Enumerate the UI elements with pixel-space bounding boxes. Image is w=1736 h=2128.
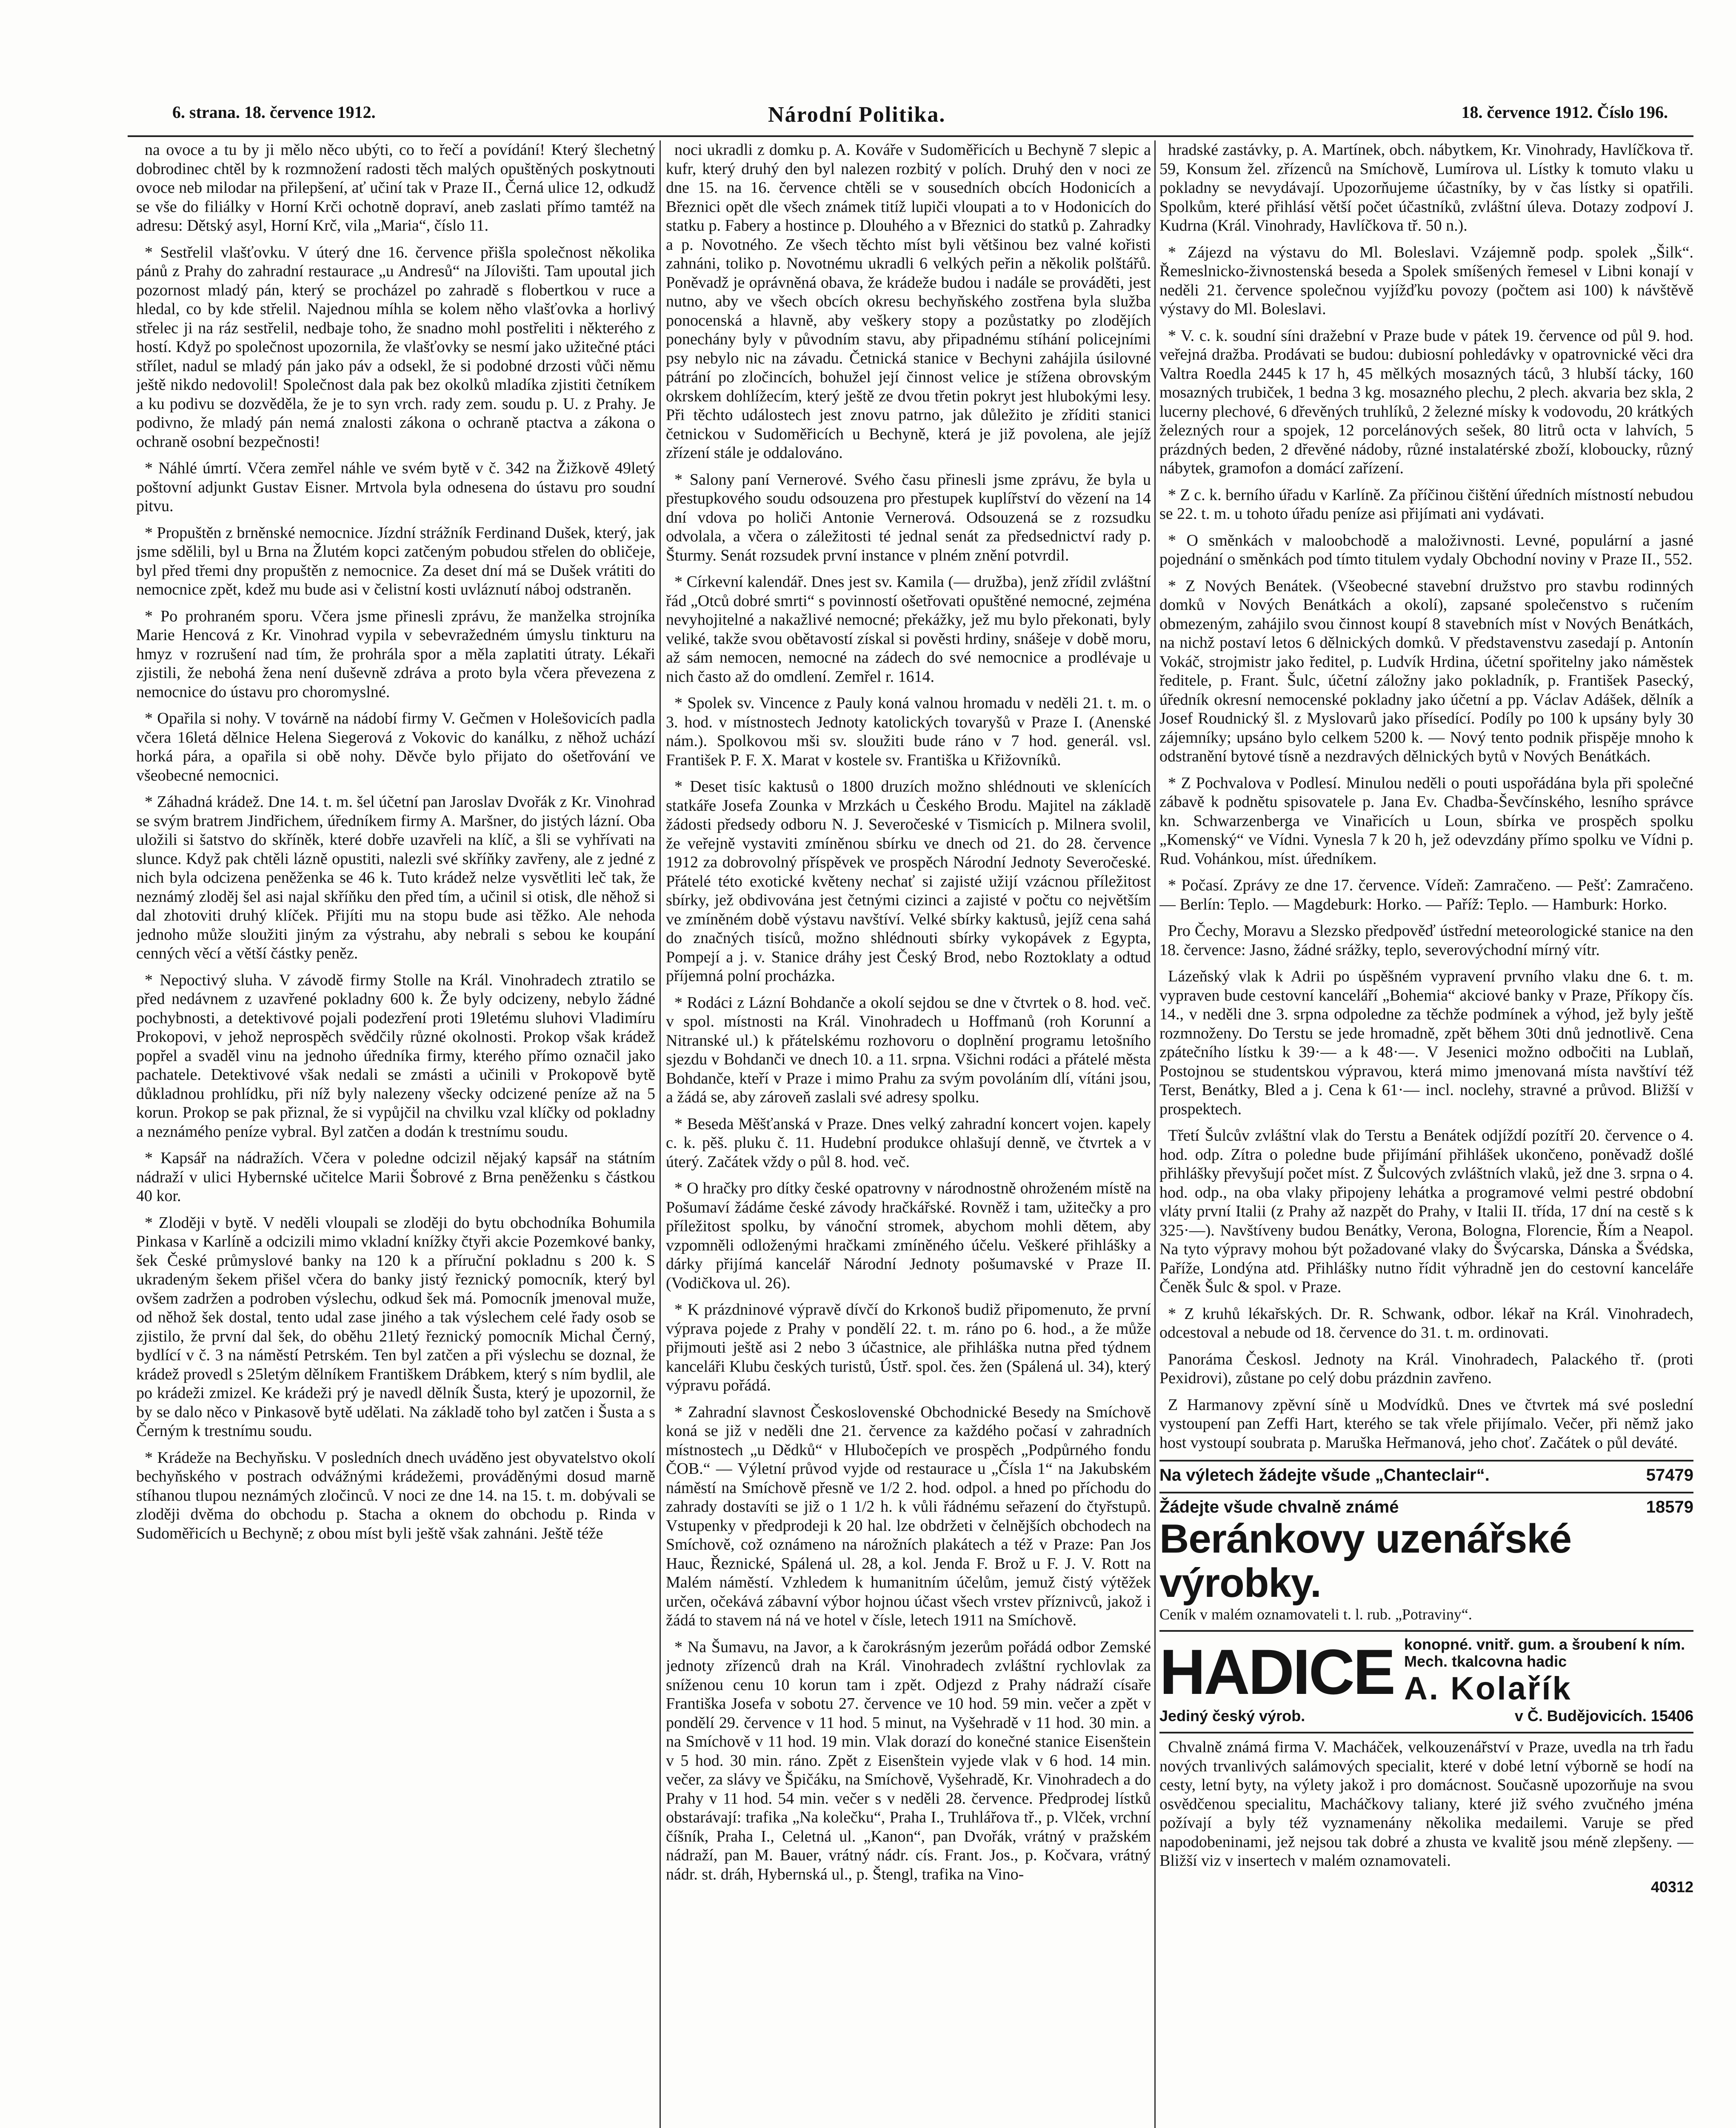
ad-beranek-subtitle: Ceník v malém oznamovateli t. l. rub. „Potraviny“. — [1159, 1606, 1472, 1623]
page-header — [128, 102, 1693, 140]
page-date-right: 18. července 1912. Číslo 196. — [1461, 103, 1668, 122]
ad-beranek-tagline: Žádejte všude chvalně známé — [1159, 1498, 1399, 1516]
article-paragraph: * Sestřelil vlašťovku. V úterý dne 16. července přišla společnost několika pánů z Prahy do zahradní restaurace „u Andresů“ na Jílovišti. Tam upoutal jich pozornost mladý pán, který se procházel po zahradě s flobertkou v ruce a hledal, co by kde střelil. Najednou míhla se kolem něho vlašťovka a horlivý střelec ji na ráz sestřelil, nedbaje toho, že snadno mohl postřeliti i některého z hostí. Když po společnost upozornila, že vlašťovky se nesmí jako užitečné ptáci střílet, nadul se mladý pán jako páv a odsekl, že si podobné drzosti vůči němu ještě nikdo nedovolil! Společnost dala pak bez okolků mladíka zjistiti četníkem a ku podivu se dozvěděla, že je to syn vrch. rady zem. soudu p. U. z Prahy. Je podivno, že mladý pán nemá znalosti zákona o ochraně ptactva a zákona o ochraně osobní bezpečnosti! — [136, 243, 655, 451]
newspaper-title: Národní Politika. — [768, 103, 946, 127]
article-paragraph: * Z Nových Benátek. (Všeobecné stavební družstvo pro stavbu rodinných domků v Nových Benátkách a okolí), zapsané společenstvo s ručením obmezeným, zahájilo svou činnost koupí 8 stavebních míst v Nových Benátkách, na nichž postaví letos 6 dělnických domků. V představenstvu zasedají p. Antonín Vokáč, strojmistr jako ředitel, p. Ludvík Hrdina, účetní spořitelny jako náměstek ředitele, p. Frant. Šulc, účetní záložny jako pokladník, p. František Pasecký, úředník okresní nemocenské pokladny jako účetní a pp. Václav Adášek, dělník a Josef Roudnický šl. z Myslovarů jako přísedící. Podíly po 100 k upsány byly 30 zájemníky; upsáno bylo celkem 5200 k. — Nový tento podnik přispěje mnoho k odstranění bytové tísně a nezdravých dělnických bytů v Nových Benátkách. — [1159, 577, 1693, 765]
article-paragraph: Pro Čechy, Moravu a Slezsko předpověď ústřední meteorologické stanice na den 18. července: Jasno, žádné srážky, teplo, severovýchodní mírný vítr. — [1159, 922, 1693, 959]
article-paragraph: * Zloději v bytě. V neděli vloupali se zloději do bytu obchodníka Bohumila Pinkasa v Karlíně a odcizili mimo vkladní knížky čtyři akcie Pozemkové banky, šek České průmyslové banky na 120 k a příruční pokladnu s 200 k. S ukradeným šekem přišel včera do banky jistý řeznický pomocník, který byl ovšem zadržen a podroben výslechu, odkud šek má. Pomocník jmenoval muže, od něhož šek dostal, tento udal zase jiného a tak výslechem celé řady osob se zjistilo, že první dal šek, do oběhu 21letý řeznický pomocník Michal Černý, bydlící v č. 3 na náměstí Petrském. Ten byl zatčen a při výslechu se doznal, že krádež provedl s 25letým dělníkem Františkem Drábkem, který s ním bydlil, ale po krádeži zmizel. Ke krádeži prý je navedl dělník Šusta, který je upozornil, že by se dalo něco v Pinkasově bytě udělati. Na základě toho byl zatčen i Šusta a s Černým k trestnímu soudu. — [136, 1213, 655, 1440]
article-paragraph: na ovoce a tu by ji mělo něco ubýti, co to řečí a povídání! Který šlechetný dobrodinec chtěl by k rozmnožení radosti těch malých opuštěných poskytnouti ovoce neb milodar na přilepšení, ať učiní tak v Praze II., Černá ulice 12, odkudž se vše do filiálky v Horní Krči ochotně dopraví, aneb zaslati přímo tamtéž na adresu: Dětský asyl, Horní Krč, vila „Maria“, číslo 11. — [136, 141, 655, 235]
ad-chanteclair — [1159, 1460, 1693, 1485]
article-paragraph: * Beseda Měšťanská v Praze. Dnes velký zahradní koncert vojen. kapely c. k. pěš. pluku č. 11. Hudební produkce ohlašují denně, ve čtvrtek a v úterý. Začátek vždy o půl 8. hod. več. — [666, 1115, 1151, 1171]
article-paragraph: * Rodáci z Lázní Bohdanče a okolí sejdou se dne v čtvrtek o 8. hod. več. v spol. místnosti na Král. Vinohradech u Hoffmanů (roh Korunní a Nitranské ul.) k přátelskému rozhovoru o doplnění programu letošního sjezdu v Bohdanči ve dnech 10. a 11. srpna. Všichni rodáci a přátelé města Bohdanče, kteří v Praze i mimo Prahu za svým povoláním dlí, vítáni jsou, a žádá se, aby zároveň zaslali své adresy spolku. — [666, 993, 1151, 1106]
article-paragraph: * Z kruhů lékařských. Dr. R. Schwank, odbor. lékař na Král. Vinohradech, odcestoval a nebude od 18. července do 31. t. m. ordinovati. — [1159, 1304, 1693, 1341]
ad-beranek-number: 18579 — [1646, 1498, 1693, 1516]
ad-kolarik-name: A. Kolařík — [1404, 1670, 1572, 1707]
article-paragraph: * Záhadná krádež. Dne 14. t. m. šel účetní pan Jaroslav Dvořák z Kr. Vinohrad se svým bratrem Jindřichem, úředníkem firmy A. Maršner, do jistých lázní. Oba uložili si šatstvo do skříněk, které dobře uzavřeli na klíč, a šli se vyhřívati na slunce. Když pak chtěli lázně opustiti, nalezli své skříňky zavřeny, ale z jedné z nich byla odcizena peněženka se 46 k. Tuto krádež nelze vysvětliti leč tak, že neznámý zloděj šel asi najal skříňku den před tím, a učinil si otisk, dle něhož si dal zhotoviti druhý klíček. Přijíti mu na stopu bude asi těžko. Ale nehoda jednoho může sloužiti jiným za výstrahu, aby nebrali s sebou ke koupání cenných věcí a větší částky peněz. — [136, 793, 655, 962]
article-paragraph: * Zahradní slavnost Československé Obchodnické Besedy na Smíchově koná se již v neděli dne 21. července za každého počasí v zahradních místnostech „u Dědků“ v Hlubočepích ve prospěch „Podpůrného fondu ČOB.“ — Výletní průvod vyjde od restaurace u „Čísla 1“ na Jakubském náměstí na Smíchově přesně ve 1/2 2. hod. odpol. a hned po příchodu do zahrady dostavíti se již o 1 1/2 h. k vůli řádnému seřazení do čtyřstupů. Vstupenky v předprodeji k 20 hal. lze obdržeti v čelnějších obchodech na Smíchově, což oznámeno na nárožních plakátech a též v Praze: Pan Jos Hauc, Řeznické, Spálená ul. 28, a kol. Jenda F. Brož u F. J. V. Rott na Malém náměstí. Vzhledem k humanitním účelům, jemuž čistý výtěžek určen, očekává zábavní výbor hojnou účast všech vrstev příznivců, jakož i žádá to stavem ná ná ve hotel v čísle, letech 1911 na Smíchově. — [666, 1403, 1151, 1629]
article-paragraph: * Opařila si nohy. V továrně na nádobí firmy V. Gečmen v Holešovicích padla včera 16letá dělnice Helena Siegerová z Vokovic do kanálku, z něhož uchází horká pára, a opařila si obě nohy. Děvče bylo přijato do ošetřování ve všeobecné nemocnici. — [136, 709, 655, 784]
ad-machacek-number: 40312 — [1650, 1878, 1693, 1896]
ad-beranek — [1159, 1492, 1693, 1623]
page-date-left: 6. strana. 18. července 1912. — [172, 103, 376, 122]
header-rule — [128, 135, 1693, 137]
article-paragraph: * Na Šumavu, na Javor, a k čarokrásným jezerům pořádá odbor Zemské jednoty zřízenců drah na Král. Vinohradech zvláštní rychlovlak za sníženou cenu 10 korun tam i zpět. Odjezd z Prahy nádraží císaře Františka Josefa v sobotu 27. července ve 10 hod. 59 min. večer a zpět v pondělí 29. července v 11 hod. 5 minut, na Vyšehradě v 11 hod. 30 min. a na Smíchově v 11 hod. 19 min. Vlak dorazí do konečné stanice Eisenštein v 5 hod. 30 min. ráno. Zpět z Eisenštein vyjede vlak v 6 hod. 14 min. večer, za slávy ve Špičáku, na Smíchově, Vyšehradě, Kr. Vinohradech a do Prahy v 11 hod. 54 min. večer s v neděli 28. července. Předprodej lístků obstarávají: trafika „Na kolečku“, Praha I., Truhlářova tř., p. Vlček, vrchní číšník, Praha I., Celetná ul. „Kanon“, pan Dvořák, vrátný v pražském nádraží, pan M. Bauer, vrátný nádr. cís. Frant. Jos., p. Kočvara, vrátný nádr. st. dráh, Hybernská ul., p. Štengl, trafika na Vino- — [666, 1638, 1151, 1883]
ad-machacek-text: Chvalně známá firma V. Macháček, velkouzenářství v Praze, uvedla na trh řadu nových trvanlivých salámových specialit, které v dobé letní výborně se hodí na cesty, letní byty, na výlety jakož i pro domácnost. Současně upozorňuje na svou osvědčenou specialitu, Macháčkovy taliany, které již svého zvučného jména požívají a byly též vyznamenány několika medailemi. Varuje se před napodobeninami, jež nejsou tak dobré a zhusta ve kvalitě jsou méně zlepšeny. — Bližší viz v insertech v malém oznamovateli. — [1159, 1738, 1693, 1870]
article-paragraph: Lázeňský vlak k Adrii po úspěšném vypravení prvního vlaku dne 6. t. m. vypraven bude cestovní kanceláří „Bohemia“ akciové banky v Praze, Příkopy čís. 14., v neděli dne 3. srpna odpoledne za těchže podmínek a výhod, jež byly ještě rozmnoženy. Do Terstu se jede hromadně, zpět během 30ti dnů jednotlivě. Cena zpátečního lístku k 39·— a k 48·—. V Jesenici možno odbočiti na Lublaň, Postojnou se studentskou výpravou, která mimo jmenovaná místa navštíví též Terst, Benátky, Bled a j. Cena k 61·— incl. noclehy, stravné a průvod. Bližší v prospektech. — [1159, 967, 1693, 1118]
article-paragraph: hradské zastávky, p. A. Martínek, obch. nábytkem, Kr. Vinohrady, Havlíčkova tř. 59, Konsum žel. zřízenců na Smíchově, Lumírova ul. Lístky k tomuto vlaku u pokladny se nevydávají. Upozorňujeme účastníky, by v čas lístky si opatřili. Spolkům, které přihlásí větší počet účastníků, zvláštní úleva. Dotazy zodpoví J. Kudrna (Král. Vinohrady, Havlíčkova tř. 50 n.). — [1159, 141, 1693, 235]
article-paragraph: * Z Pochvalova v Podlesí. Minulou neděli o pouti uspořádána byla při společné zábavě k podnětu spisovatele p. Jana Ev. Chadba-Ševčínského, lesního správce kn. Schwarzenberga ve Vinařicích u Loun, sbírka ve prospěch spolku „Komenský“ ve Vídni. Vynesla 7 k 20 h, jež odevzdány přímo spolku ve Vídni p. Rud. Vohánkou, míst. úředníkem. — [1159, 774, 1693, 868]
ad-kolarik-left: Jediný český výrob. — [1159, 1707, 1305, 1725]
article-paragraph: * Krádeže na Bechyňsku. V posledních dnech uváděno jest obyvatelstvo okolí bechyňského v postrach odvážnými krádežemi, prováděnými dosud marně stíhanou tlupou neznámých zločinců. V noci ze dne 14. na 15. t. m. dobývali se zloději dvěma do obchodu p. Stacha a oknem do obchodu p. Rinda v Sudoměřicích u Bechyně; z obou míst byli ještě však zahnáni. Ještě téže — [136, 1448, 655, 1542]
article-paragraph: * K prázdninové výpravě dívčí do Krkonoš budiž připomenuto, že první výprava pojede z Prahy v pondělí 22. t. m. ráno po 6. hod., a že může přijmouti ještě asi 2 nebo 3 účastnice, ale přihláška nutna před týdnem kanceláři Klubu českých turistů, Ústř. spol. čes. žen (Spálená ul. 34), který výpravu pořádá. — [666, 1301, 1151, 1394]
column-3 — [1159, 140, 1693, 2128]
article-paragraph: * Počasí. Zprávy ze dne 17. července. Vídeň: Zamračeno. — Pešť: Zamračeno. — Berlín: Teplo. — Magdeburk: Horko. — Paříž: Teplo. — Hamburk: Horko. — [1159, 876, 1693, 913]
article-paragraph: * Církevní kalendář. Dnes jest sv. Kamila (— družba), jenž zřídil zvláštní řád „Otců dobré smrti“ s povinností ošetřovati opuštěné nemocné, zejména nevyhojitelné a nakažlivé nemocné; překážky, jež mu bylo překonati, byly veliké, takže svou obětavostí získal si pověsti hrdiny, snášeje v době moru, až sám nemocen, nemocné na zádech do své nemocnice a prodlévaje u nich často až do omdlení. Zemřel r. 1614. — [666, 573, 1151, 686]
article-paragraph: * O hračky pro dítky české opatrovny v národnostně ohroženém místě na Pošumaví žádáme české závody hračkářské. Rovněž i tam, užitečky a pro příležitost spolku, by vánoční stromek, abychom mohli dětem, aby vzpomněli odloženými hračkami zmíněného účelu. Veškeré přihlášky a dárky přijímá kancelář Národní Jednoty pošumavské v Praze II. (Vodičkova ul. 26). — [666, 1179, 1151, 1292]
article-paragraph: * Po prohraném sporu. Včera jsme přinesli zprávu, že manželka strojníka Marie Hencová z Kr. Vinohrad vypila v sebevražedném úmyslu tinkturu na hmyz v rozrušení nad tím, že prohrála spor a měla zaplatiti útraty. Lékaři zjistili, že nebohá žena není duševně zdráva a proto byla včera převezena z nemocnice do ústavu pro choromyslné. — [136, 607, 655, 701]
column-2 — [666, 140, 1151, 2128]
ad-chanteclair-number: 57479 — [1646, 1466, 1693, 1484]
article-paragraph: * Salony paní Vernerové. Svého času přinesli jsme zprávu, že byla u přestupkového soudu odsouzena pro přestupek kuplířství do vězení na 14 dní vdova po holiči Antonie Vernerová. Odsouzená se z rozsudku odvolala, a včera o záležitosti té jednal senát za předsednictví rady p. Šturmy. Senát rozsudek první instance v plném znění potvrdil. — [666, 470, 1151, 564]
column-divider — [1154, 140, 1156, 2128]
ad-machacek — [1159, 1732, 1693, 1896]
article-paragraph: * Z c. k. berního úřadu v Karlíně. Za příčinou čištění úředních místností nebudou se 22. t. m. u tohoto úřadu peníze asi přijímati ani vydávati. — [1159, 486, 1693, 523]
column-divider — [660, 140, 661, 2128]
article-paragraph: * O směnkách v maloobchodě a maloživnosti. Levné, populární a jasné pojednání o směnkách pod tímto titulem vydaly Obchodní noviny v Praze II., 552. — [1159, 531, 1693, 568]
article-paragraph: * Propuštěn z brněnské nemocnice. Jízdní strážník Ferdinand Dušek, který, jak jsme sdělili, byl u Brna na Žlutém kopci zatčeným pobudou střelen do obličeje, byl před třemi dny propuštěn z nemocnice. Za deset dní má se Dušek vrátiti do nemocnice zpět, kdež mu bude asi v čelistní kosti uvláznutí náboj odstraněn. — [136, 523, 655, 598]
article-paragraph: * Kapsář na nádražích. Včera v poledne odcizil nějaký kapsář na státním nádraží v ulici Hybernské učitelce Marii Šobrové z Brna peněženku s částkou 40 kor. — [136, 1149, 655, 1205]
ad-kolarik-right: v Č. Budějovicích. 15406 — [1514, 1707, 1693, 1725]
ad-hadice-word: HADICE — [1159, 1636, 1394, 1708]
article-paragraph: * Nepoctivý sluha. V závodě firmy Stolle na Král. Vinohradech ztratilo se před nedávnem z uzavřené pokladny 600 k. Že byly odcizeny, nebylo žádné pochybnosti, a detektivové pojali podezření proti 19letému sluhovi Vladimíru Prokopovi, v jehož neprospěch svědčily různé okolnosti. Prokop však krádež popřel a svaděl vinu na jednoho úředníka firmy, kterého přímo označil jako pachatele. Detektivové však nedali se zmásti a učinili v Prokopově bytě důkladnou prohlídku, při níž byly nalezeny všecky odcizené peníze až na 5 korun. Prokop se pak přiznal, že si vypůjčil na chvilku vzal klíčky od pokladny a neznámého peníze vybral. Byl zatčen a dodán k trestnímu soudu. — [136, 971, 655, 1141]
article-paragraph: * Spolek sv. Vincence z Pauly koná valnou hromadu v neděli 21. t. m. o 3. hod. v místnostech Jednoty katolických tovaryšů v Praze I. (Anenské nám.). Spolkovou mši sv. sloužiti bude ráno v 7 hod. generál. vsl. František P. F. X. Marat v kostele sv. Františka u Křižovníků. — [666, 694, 1151, 769]
ad-beranek-title: Beránkovy uzenářské výrobky. — [1159, 1516, 1572, 1606]
ad-hadice-text: konopné. vnitř. gum. a šroubení k ním. Mech. tkalcovna hadic — [1404, 1636, 1685, 1670]
ad-hadice — [1159, 1630, 1693, 1725]
article-paragraph: * V. c. k. soudní síni dražební v Praze bude v pátek 19. července od půl 9. hod. veřejná dražba. Prodávati se budou: dubiosní pohledávky v opatrovnické věci dra Valtra Roedla 2445 k 17 h, 45 mělkých mosazných táců, 3 hlubší tácky, 160 mosazných trubiček, 1 bedna 3 kg. mosazného plechu, 2 plech. akvaria bez skla, 2 lucerny plechové, 6 dřevěných truhlíků, 2 železné mísky k vodovodu, 20 krátkých železných rour a spojek, 12 porcelánových sešek, 80 litrů octa v lahvích, 5 prázdných beden, 2 dřevěné nádoby, různé instalatérské zboží, kloboucky, různý nábytek, gramofon a domácí zařízení. — [1159, 326, 1693, 477]
article-paragraph: * Zájezd na výstavu do Ml. Boleslavi. Vzájemně podp. spolek „Šilk“. Řemeslnicko-živnostenská beseda a Spolek smíšených řemesel v Libni konají v neděli 21. července společnou vyjížďku povozy (počtem asi 100) k návštěvě výstavy do Ml. Boleslavi. — [1159, 243, 1693, 318]
article-paragraph: Z Harmanovy zpěvní síně u Modvídků. Dnes ve čtvrtek má své poslední vystoupení pan Zeffi Hart, kterého se tak vřele přijímalo. Večer, při němž jako host vystoupí soubrata p. Maruška Heřmanová, jeho choť. Začátek o půl deváté. — [1159, 1396, 1693, 1452]
article-paragraph: * Deset tisíc kaktusů o 1800 druzích možno shlédnouti ve sklenících statkáře Josefa Zounka v Mrzkách u Českého Brodu. Majitel na základě žádosti předsedy odboru N. J. Severočeské v Tismicích p. Milnera svolil, že veřejně vystaviti zmíněnou sbírku ve dnech od 21. do 28. července 1912 za dobrovolný příspěvek ve prospěch Národní Jednoty Severočeské. Přátelé této exotické květeny nechať si zajisté užijí vzácnou příležitost sbírky, jež obdivována jest četnými cizinci a zajisté v počtu co největším ve zmíněném době výstavu navštíví. Velké sbírky kaktusů, jejíž cena sahá do značných tisíců, možno shlédnouti sbírky vykopávek z Egypta, Pompejí a j. v. Stanice dráhy jest Český Brod, nebo Roztoklaty a odtud příjemná polní procházka. — [666, 778, 1151, 985]
article-paragraph: noci ukradli z domku p. A. Kováře v Sudoměřicích u Bechyně 7 slepic a kufr, který druhý den byl nalezen rozbitý v polích. Druhý den v noci ze dne 15. na 16. července chtěli se v sousedních obcích Hodonicích a Březnici opět dle všech známek titíž lupiči vloupati a to v Hodonicích do statku p. Fabery a hostince p. Dlouhého a v Březnici do statků p. Zahradky a p. Novotného. Ze všech těchto míst byli většinou bez valné kořisti zahnáni, toliko p. Novotnému ukradli 6 velkých peřin a několik polštářů. Poněvadž je oprávněná obava, že krádeže budou i nadále se prováděti, jest nutno, aby ve všech obcích okresu bechyňského zostřena byla služba ponocenská a hlavně, aby veškery stopy a pozůstatky po zlodějích ponechány byly v původním stavu, aby připadnému stíhání policejními psy nebylo nic na závadu. Četnická stanice v Bechyni zahájila úsilovné pátrání po zločincích, bohužel její činnost velice je stížena obrovským okrskem dohlížecím, který ještě ze dvou třetin pokryt jest hlubokými lesy. Při těchto událostech jest znovu patrno, jak důležito je zříditi stanici četnickou v Sudoměřicích u Bechyně, která je již povolena, ale jejíž zřízení stále je oddalováno. — [666, 141, 1151, 462]
article-paragraph: Třetí Šulcův zvláštní vlak do Terstu a Benátek odjíždí pozítří 20. července o 4. hod. odp. Zítra o poledne bude přijímání přihlášek ukončeno, poněvadž došlé přihlášky převyšují počet míst. Z Šulcových zvláštních vlaků, jež dne 3. srpna o 4. hod. odp., na oba vlaky připojeny lehátka a programové velmi pestré obdobní vláty první Italii (z Prahy až nazpět do Prahy, v Italii II. třída, 17 dní na cestě s k 325·—). Navštíveny budou Benátky, Verona, Bologna, Florencie, Řím a Neapol. Na tyto výpravy mohou být požadované vlaky do Švýcarska, Dánska a Švédska, Paříže, Londýna atd. Přihlášky nutno řídit výhradně jen do cestovní kanceláře Čeněk Šulc & spol. v Praze. — [1159, 1127, 1693, 1296]
column-1 — [136, 140, 655, 2128]
article-paragraph: * Náhlé úmrtí. Včera zemřel náhle ve svém bytě v č. 342 na Žižkově 49letý poštovní adjunkt Gustav Eisner. Mrtvola byla odnesena do ústavu pro soudní pitvu. — [136, 459, 655, 515]
ad-chanteclair-text: Na výletech žádejte všude „Chanteclair“. — [1159, 1466, 1490, 1484]
article-paragraph: Panoráma Českosl. Jednoty na Král. Vinohradech, Palackého tř. (proti Pexidrovi), zůstane po celý dobu prázdnin zavřeno. — [1159, 1350, 1693, 1387]
